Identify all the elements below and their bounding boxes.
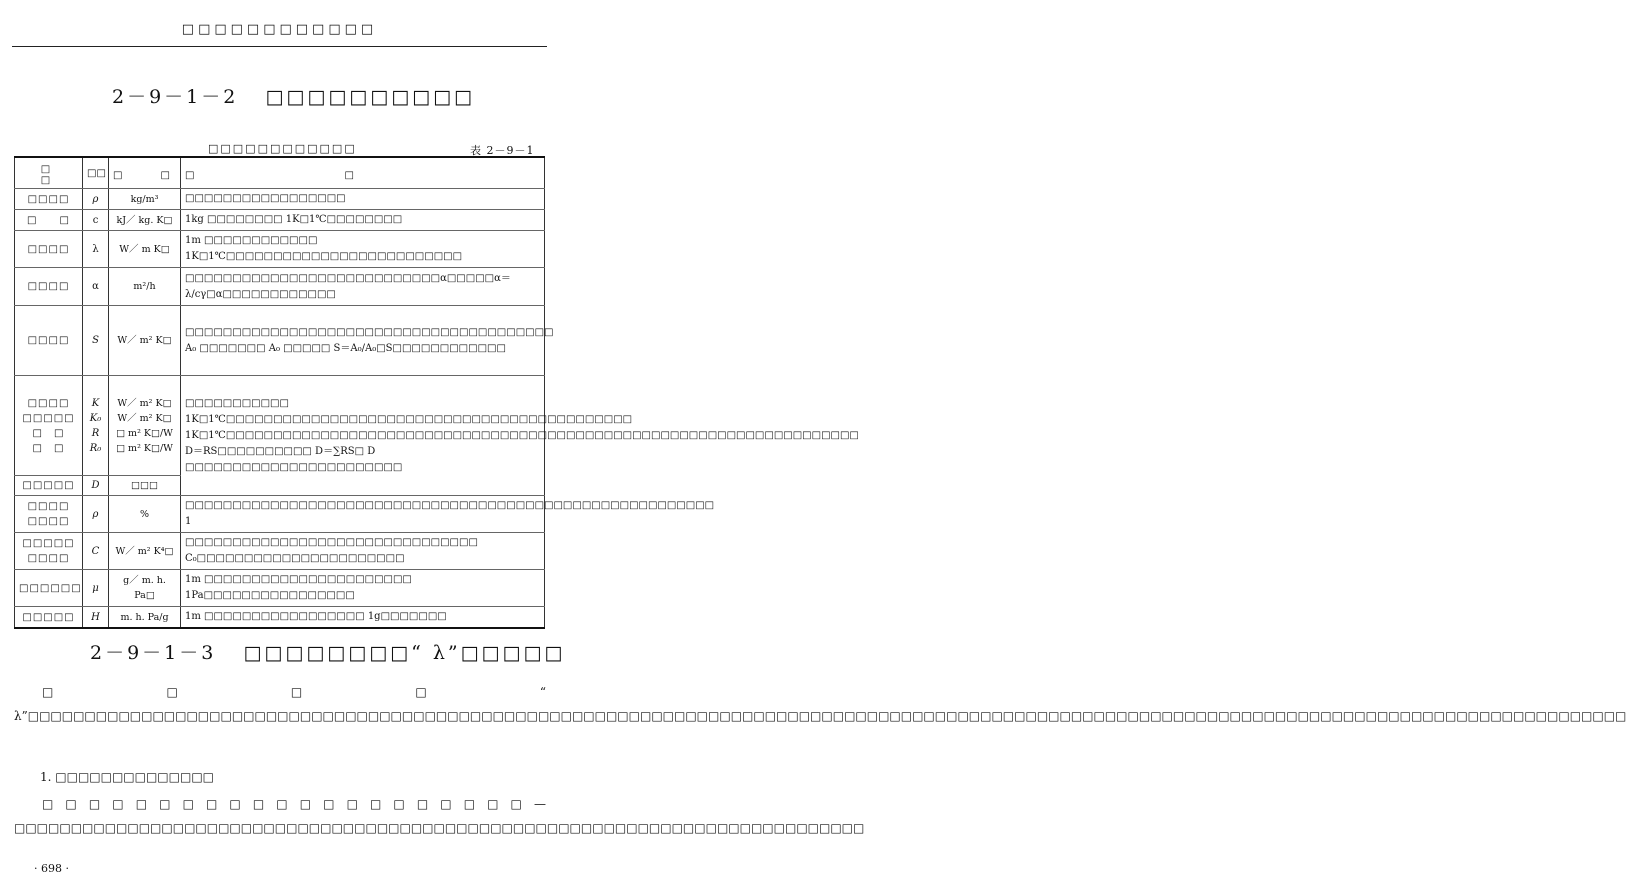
row-unit: W／ m² K□	[109, 306, 181, 376]
row-symbol: ρ	[83, 496, 109, 533]
table-row	[15, 189, 545, 210]
header-unit: □ □	[109, 157, 181, 189]
row-unit: kJ／ kg. K□	[109, 210, 181, 231]
row-symbol: D	[83, 476, 109, 496]
numbered-item-1: 1. □□□□□□□□□□□□□□	[40, 770, 214, 784]
row-symbol: S	[83, 306, 109, 376]
row-description: □□□□□□□□□□□□□□□□□□□□□□□□□□□□□□□ C₀□□□□□□□□□□□□□□□□□□□□□□	[181, 533, 545, 570]
row-unit: m²/h	[109, 268, 181, 306]
row-symbol: K K₀ R R₀	[83, 376, 109, 476]
table-row	[15, 210, 545, 231]
row-description: □□□□□□□□□□□□□□□□□□□□□□□□□□□α□□□□□α＝λ/cγ□α□□□□□□□□□□□□	[181, 268, 545, 306]
table-row	[15, 306, 545, 376]
section-number: 2－9－1－2	[112, 86, 239, 108]
row-unit: W／ m² K⁴□	[109, 533, 181, 570]
row-description: 1m □□□□□□□□□□□□ 1K□1℃□□□□□□□□□□□□□□□□□□□□□□□□□	[181, 231, 545, 268]
row-unit: %	[109, 496, 181, 533]
row-symbol: α	[83, 268, 109, 306]
row-name: □□□□□□	[15, 570, 83, 607]
header-description: □ □	[181, 157, 545, 189]
section-title: □□□□□□□□□□	[265, 86, 476, 108]
section-title: □□□□□□□□“ λ”□□□□□	[243, 642, 566, 664]
row-symbol: μ	[83, 570, 109, 607]
row-symbol: c	[83, 210, 109, 231]
row-description: □□□□□□□□□□□□□□□□□	[181, 189, 545, 210]
table-row	[15, 533, 545, 570]
row-description: □□□□□□□□□□□ 1K□1℃□□□□□□□□□□□□□□□□□□□□□□□□□□□□□□□□□□□□□□□□□□□ 1K□1℃□□□□□□□□□□□□□□□□□□□□□□□□□□□□□□□□□□□□□□□□□□□□□□□□□□□□□□□□□□□□□□□□□□□ D＝RS□□□□□□□□□□ D＝∑RS□ D □□□□□□□□□□□□□□□□□□□□□□□	[181, 376, 545, 496]
running-header: □□□□□□□□□□□□	[181, 22, 378, 37]
row-name: □□□□	[15, 268, 83, 306]
row-unit: □□□	[109, 476, 181, 496]
row-name: □□□□	[15, 306, 83, 376]
row-description: □□□□□□□□□□□□□□□□□□□□□□□□□□□□□□□□□□□□□□□□□□□□□□□□□□□□□□□□ 1	[181, 496, 545, 533]
table-row	[15, 607, 545, 629]
row-symbol: ρ	[83, 189, 109, 210]
row-unit: g／ m. h. Pa□	[109, 570, 181, 607]
table-row	[15, 231, 545, 268]
row-unit: kg/m³	[109, 189, 181, 210]
row-name: □□□□ □□□□	[15, 496, 83, 533]
row-symbol: H	[83, 607, 109, 629]
header-name: □ □	[15, 157, 83, 189]
row-unit: W／ m K□	[109, 231, 181, 268]
row-symbol: C	[83, 533, 109, 570]
table-row	[15, 496, 545, 533]
table-row	[15, 570, 545, 607]
row-name: □□□□□	[15, 607, 83, 629]
row-name: □ □	[15, 210, 83, 231]
header-rule	[12, 46, 547, 47]
row-name: □□□□ □□□□□ □ □ □ □	[15, 376, 83, 476]
page-number: · 698 ·	[34, 862, 69, 875]
table-header-row	[15, 157, 545, 189]
row-unit: m. h. Pa/g	[109, 607, 181, 629]
row-unit: W／ m² K□ W／ m² K□ □ m² K□/W □ m² K□/W	[109, 376, 181, 476]
table-caption: □□□□□□□□□□□□	[208, 142, 357, 155]
section-heading-2-9-1-3	[90, 638, 565, 665]
row-description: 1m □□□□□□□□□□□□□□□□□□□□□□ 1Pa□□□□□□□□□□□□□□□□	[181, 570, 545, 607]
thermal-properties-table	[14, 156, 859, 629]
row-name: □□□□□ □□□□	[15, 533, 83, 570]
table-number: 表 2－9－1	[470, 144, 535, 157]
table-row	[15, 376, 545, 476]
row-name: □□□□□	[15, 476, 83, 496]
row-description: 1kg □□□□□□□□ 1K□1℃□□□□□□□□	[181, 210, 545, 231]
body-paragraph-1: □□□□“ λ”□□□□□□□□□□□□□□□□□□□□□□□□□□□□□□□□□□□□□□□□□□□□□□□□□□□□□□□□□□□□□□□□□□□□□□□□□□□□□□□□□□□□□□□□□□□□□□□□□□□□□□□□□□□□□□□□□□□□□□□□□□□□□□□□□□□□□□□□□□□□□	[14, 685, 1626, 723]
body-paragraph-2: □□□□□□□□□□□□□□□□□□□□□—□□□□□□□□□□□□□□□□□□□□□□□□□□□□□□□□□□□□□□□□□□□□□□□□□□□□□□□□□□□□□□□□□□□□□□□□□□□	[14, 797, 865, 835]
row-description: 1m □□□□□□□□□□□□□□□□□ 1g□□□□□□□	[181, 607, 545, 629]
row-description: □□□□□□□□□□□□□□□□□□□□□□□□□□□□□□□□□□□□□□□ A₀ □□□□□□□ A₀ □□□□□ S＝A₀/A₀□S□□□□□□□□□□□□	[181, 306, 545, 376]
row-name: □□□□	[15, 231, 83, 268]
row-symbol: λ	[83, 231, 109, 268]
header-symbol: □□	[83, 157, 109, 189]
row-name: □□□□	[15, 189, 83, 210]
section-heading-2-9-1-2	[112, 82, 475, 109]
section-number: 2－9－1－3	[90, 642, 217, 664]
table-row	[15, 268, 545, 306]
